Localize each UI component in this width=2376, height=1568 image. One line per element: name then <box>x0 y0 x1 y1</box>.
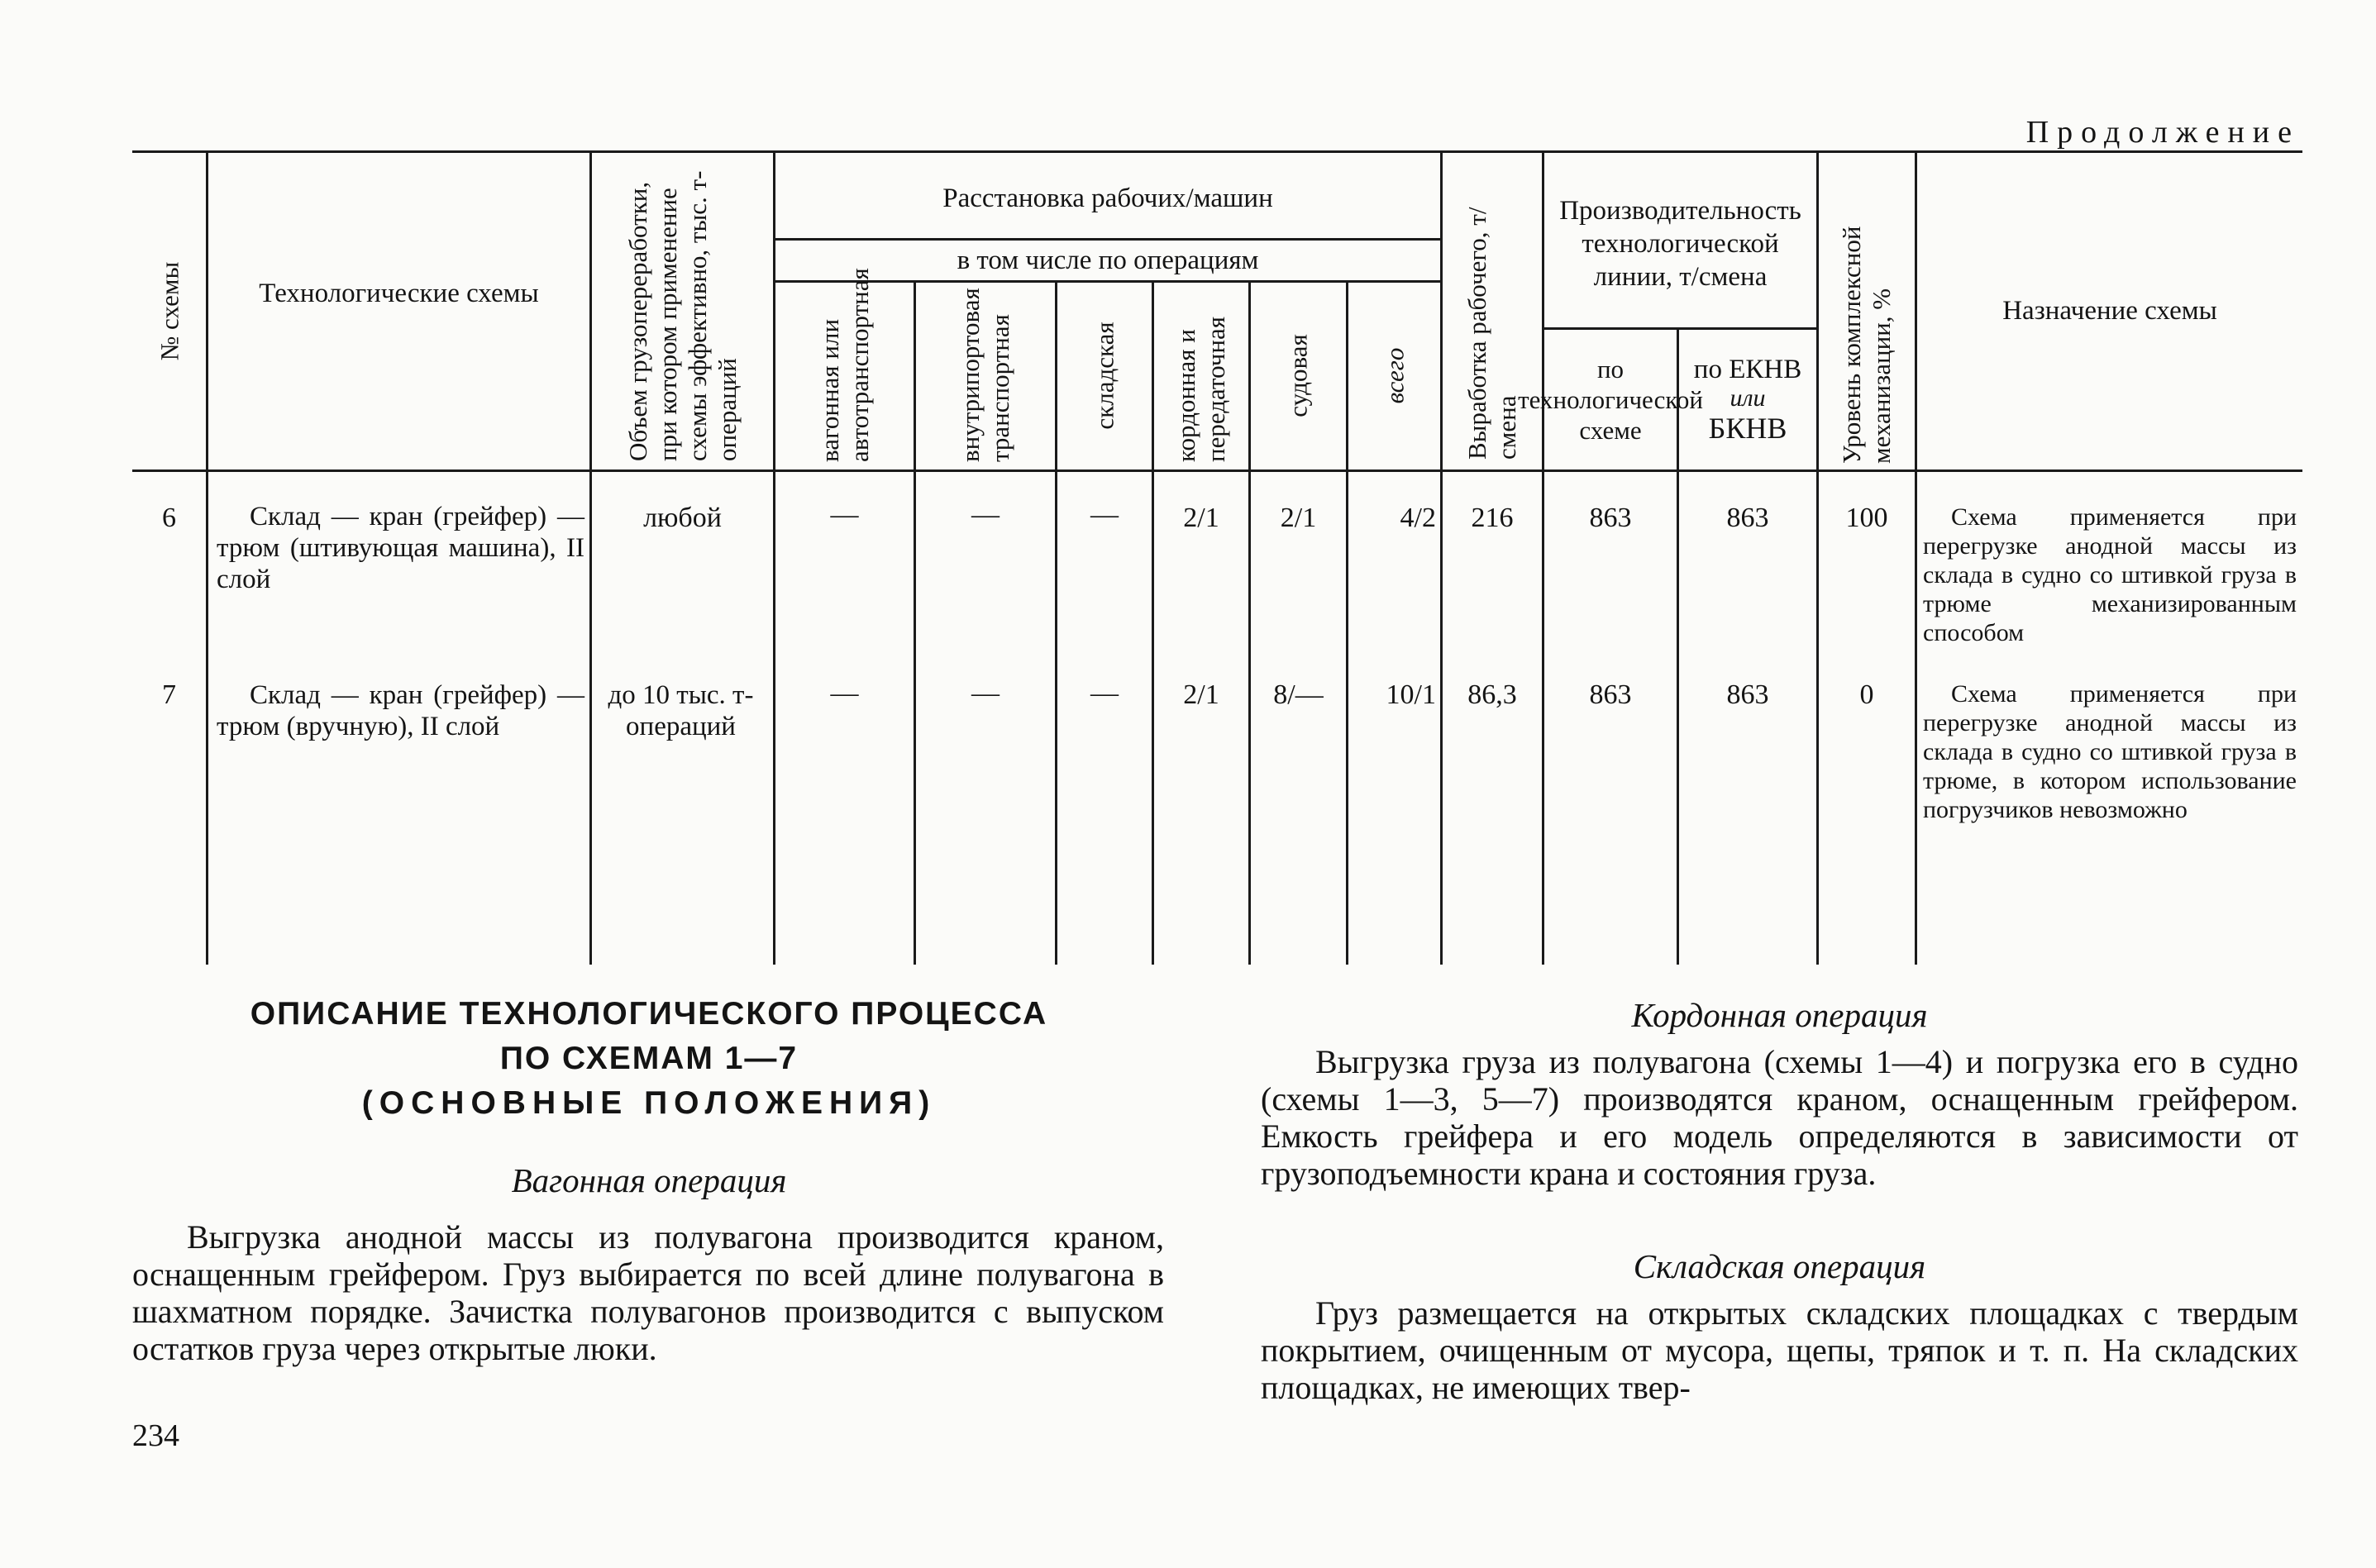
header-productivity: Производительность технологической линии, т/смена <box>1559 196 1801 292</box>
header-bottom-rule <box>132 469 2302 472</box>
cell-volume: до 10 тыс. т-операций <box>608 680 754 741</box>
cell-no: 7 <box>162 679 176 710</box>
subheading-warehouse: Складская операция <box>1633 1247 1926 1285</box>
header-tech-schemes: Технологические схемы <box>259 279 539 308</box>
subheading-cordon: Кордонная операция <box>1631 996 1928 1034</box>
prod-bkn-label: БКНВ <box>1708 412 1787 445</box>
header-output: Выработка рабочего, т/смена <box>1462 207 1521 460</box>
cell-output: 216 <box>1471 503 1514 533</box>
header-op-wagon: вагонная или автотранспортная <box>814 268 874 462</box>
paragraph-wagon: Выгрузка анодной массы из полувагона производится краном, оснащенным грейфером. Груз выбирается по всей длине полувагона в шахматном порядке. Зачистка полувагонов производится с выпуском остатков груза через открытые люки. <box>132 1218 1164 1367</box>
cell-warehouse: — <box>1090 678 1119 708</box>
continuation-label: Продолжение <box>2025 115 2300 150</box>
cell-ship: 2/1 <box>1280 503 1317 533</box>
header-op-cordon: кордонная и передаточная <box>1171 317 1230 462</box>
header-prod-tech: по технологической схеме <box>1518 354 1703 445</box>
header-op-ship: судовая <box>1283 333 1313 417</box>
paragraph-cordon: Выгрузка груза из полувагона (схемы 1—4) и погрузка его в судно (схемы 1—3, 5—7) производятся краном, оснащенным грейфером. Емкость грейфера и его модель определяются в зависимости от грузоподъемности крана и состояния груза. <box>1261 1043 2298 1192</box>
cell-prod-tech: 863 <box>1589 679 1632 710</box>
cell-scheme: Склад — кран (грейфер) — трюм (вручную), II слой <box>217 680 584 741</box>
col-line <box>1542 150 1544 965</box>
cell-mech: 0 <box>1859 679 1874 710</box>
header-scheme-no: № схемы <box>155 261 184 360</box>
header-including: в том числе по операциям <box>957 245 1259 275</box>
section-heading: ОПИСАНИЕ ТЕХНОЛОГИЧЕСКОГО ПРОЦЕССА <box>250 996 1048 1032</box>
section-heading: ПО СХЕМАМ 1—7 <box>499 1041 799 1076</box>
cell-wagon: — <box>830 499 859 530</box>
header-placement: Расстановка рабочих/машин <box>942 183 1273 213</box>
cell-purpose: Схема применяется при перегрузке анодной массы из склада в судно со штивкой груза в трюме механизированным способом <box>1923 503 2297 646</box>
cell-no: 6 <box>162 503 176 533</box>
cell-prod-tech: 863 <box>1589 503 1632 533</box>
prod-ekn-or: или <box>1730 384 1766 412</box>
header-total: всего <box>1379 347 1409 403</box>
cell-ship: 8/— <box>1273 679 1324 710</box>
cell-internal: — <box>971 678 1000 708</box>
cell-internal: — <box>971 499 1000 530</box>
paragraph-warehouse: Груз размещается на открытых складских площадках с твердым покрытием, очищенным от мусора, щепы, тряпок и т. п. На складских площадках, не имеющих твер- <box>1261 1294 2298 1406</box>
prod-ekn-label: по ЕКНВ <box>1693 355 1802 384</box>
cell-prod-ekn: 863 <box>1726 503 1769 533</box>
cell-scheme: Склад — кран (грейфер) — трюм (штивующая машина), II слой <box>217 502 584 594</box>
header-purpose: Назначение схемы <box>2002 296 2217 326</box>
header-mechanization: Уровень комплексной механизации, % <box>1837 226 1896 464</box>
cell-mech: 100 <box>1845 503 1888 533</box>
cell-total: 4/2 <box>1400 503 1436 533</box>
header-op-warehouse: складская <box>1090 321 1119 430</box>
cell-total: 10/1 <box>1386 679 1436 710</box>
subheading-wagon: Вагонная операция <box>511 1161 787 1199</box>
header-op-internal: внутрипортовая транспортная <box>956 288 1014 462</box>
productivity-subrule <box>1542 327 1816 330</box>
section-heading: (ОСНОВНЫЕ ПОЛОЖЕНИЯ) <box>361 1085 937 1121</box>
header-prod-ekn <box>1679 331 1816 468</box>
cell-warehouse: — <box>1090 499 1119 530</box>
placement-subrule <box>773 238 1440 241</box>
cell-output: 86,3 <box>1467 679 1517 710</box>
cell-purpose: Схема применяется при перегрузке анодной массы из склада в судно со штивкой груза в трюме, в котором использование погрузчиков невозможно <box>1923 680 2297 823</box>
cell-wagon: — <box>830 678 859 708</box>
cell-volume: любой <box>643 503 722 533</box>
cell-prod-ekn: 863 <box>1726 679 1769 710</box>
header-volume: Объем грузопереработки, при котором применение схемы эффективно, тыс. т-операций <box>623 170 742 461</box>
table-top-rule <box>132 150 2302 153</box>
cell-cordon: 2/1 <box>1183 503 1219 533</box>
cell-cordon: 2/1 <box>1183 679 1219 710</box>
page-number: 234 <box>132 1418 179 1453</box>
